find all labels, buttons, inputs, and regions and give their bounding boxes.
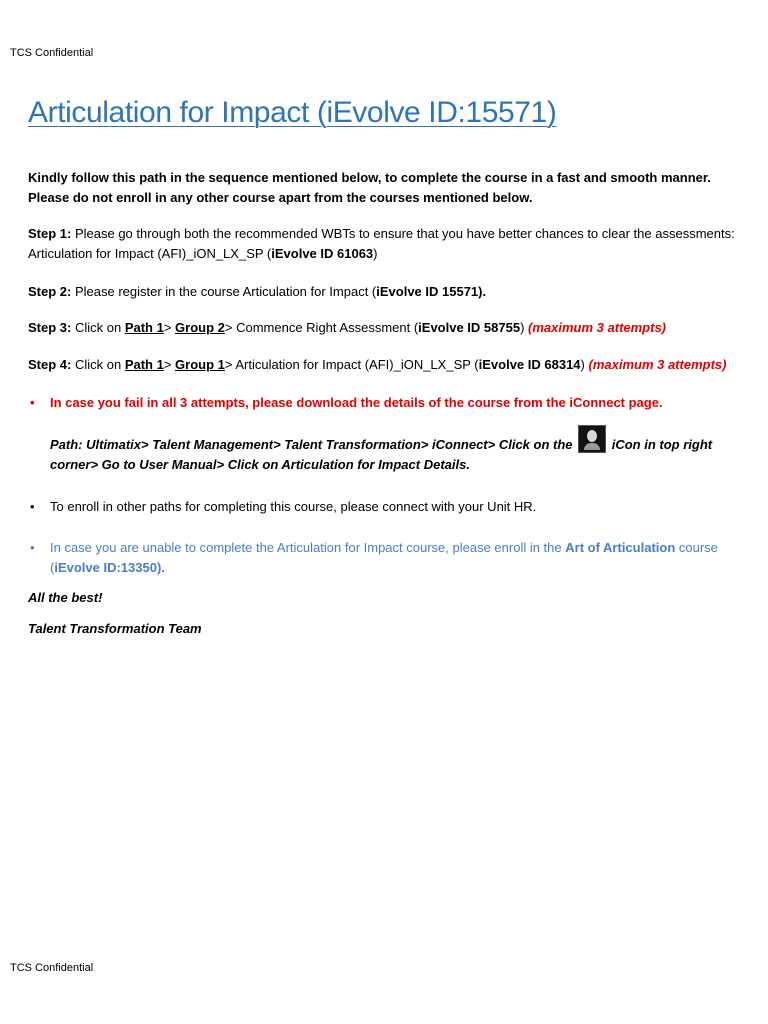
intro-line-1: Kindly follow this path in the sequence mentioned below, to complete the course in a fast and smooth manner. xyxy=(28,170,711,185)
step-4-attempts-note: (maximum 3 attempts) xyxy=(588,357,727,372)
step-3-text-a: Click on xyxy=(71,320,125,335)
step-3-path-link: Path 1 xyxy=(124,320,164,335)
step-3-attempts-note: (maximum 3 attempts) xyxy=(528,320,667,335)
step-1 xyxy=(28,224,756,264)
step-2 xyxy=(28,282,756,302)
closing-team: Talent Transformation Team xyxy=(28,621,202,636)
closing-wish: All the best! xyxy=(28,590,103,605)
step-4-sep: > xyxy=(163,357,176,372)
step-3-group-link: Group 2 xyxy=(175,320,225,335)
step-4-text-c: ) xyxy=(580,357,589,372)
iconnect-path-a: Path: Ultimatix> Talent Management> Talent Transformation> iConnect> Click on the xyxy=(50,437,577,452)
bullet-unable-text-b: course ( xyxy=(50,540,718,575)
step-4 xyxy=(28,355,756,375)
step-4-path-link: Path 1 xyxy=(124,357,164,372)
step-2-id: iEvolve ID 15571). xyxy=(376,284,487,299)
step-4-text-a: Click on xyxy=(71,357,125,372)
iconnect-path-b: iCon in top right corner> Go to User Manual> Click on Articulation for Impact Details. xyxy=(50,437,713,472)
step-3-text-b: > Commence Right Assessment ( xyxy=(224,320,419,335)
step-1-text-a: Please go through both the recommended WBTs to ensure that you have better chances to clear the assessments: Articulation for Impact (AFI)_iON_LX_SP ( xyxy=(28,226,735,261)
step-1-text-b: ) xyxy=(373,246,378,261)
iconnect-path xyxy=(50,425,756,475)
bullet-unable-id: iEvolve ID:13350). xyxy=(54,560,165,575)
step-3-label: Step 3: xyxy=(28,320,72,335)
step-4-id: iEvolve ID 68314 xyxy=(478,357,581,372)
step-1-id: iEvolve ID 61063 xyxy=(271,246,374,261)
bullet-fail-text: In case you fail in all 3 attempts, please download the details of the course from the iConnect page. xyxy=(50,395,663,410)
step-1-label: Step 1: xyxy=(28,226,72,241)
bullet-dot-icon: • xyxy=(30,540,35,555)
intro-paragraph xyxy=(28,168,756,208)
bullet-fail xyxy=(28,393,756,475)
bullet-unable-text-a: In case you are unable to complete the Articulation for Impact course, please enroll in the xyxy=(50,540,566,555)
art-of-articulation-course: Art of Articulation xyxy=(565,540,676,555)
document-body xyxy=(28,168,756,639)
step-2-label: Step 2: xyxy=(28,284,72,299)
bullet-dot-icon: • xyxy=(30,499,35,514)
bullet-enroll-text: To enroll in other paths for completing this course, please connect with your Unit HR. xyxy=(50,499,537,514)
step-3 xyxy=(28,318,756,338)
bullet-enroll xyxy=(28,497,756,517)
info-bullet-list xyxy=(28,393,756,578)
page-title: Articulation for Impact (iEvolve ID:15571) xyxy=(28,96,557,129)
step-4-group-link: Group 1 xyxy=(175,357,225,372)
bullet-unable xyxy=(28,538,756,578)
step-4-label: Step 4: xyxy=(28,357,72,372)
bullet-dot-icon: • xyxy=(30,395,35,410)
step-3-id: iEvolve ID 58755 xyxy=(418,320,521,335)
intro-line-2: Please do not enroll in any other course apart from the courses mentioned below. xyxy=(28,190,533,205)
user-profile-icon xyxy=(578,425,606,453)
header-confidential-label: TCS Confidential xyxy=(10,47,94,59)
step-3-sep: > xyxy=(163,320,176,335)
step-3-text-c: ) xyxy=(520,320,529,335)
step-2-text-a: Please register in the course Articulation for Impact ( xyxy=(71,284,377,299)
footer-confidential-label: TCS Confidential xyxy=(10,962,94,974)
step-4-text-b: > Articulation for Impact (AFI)_iON_LX_SP ( xyxy=(224,357,479,372)
